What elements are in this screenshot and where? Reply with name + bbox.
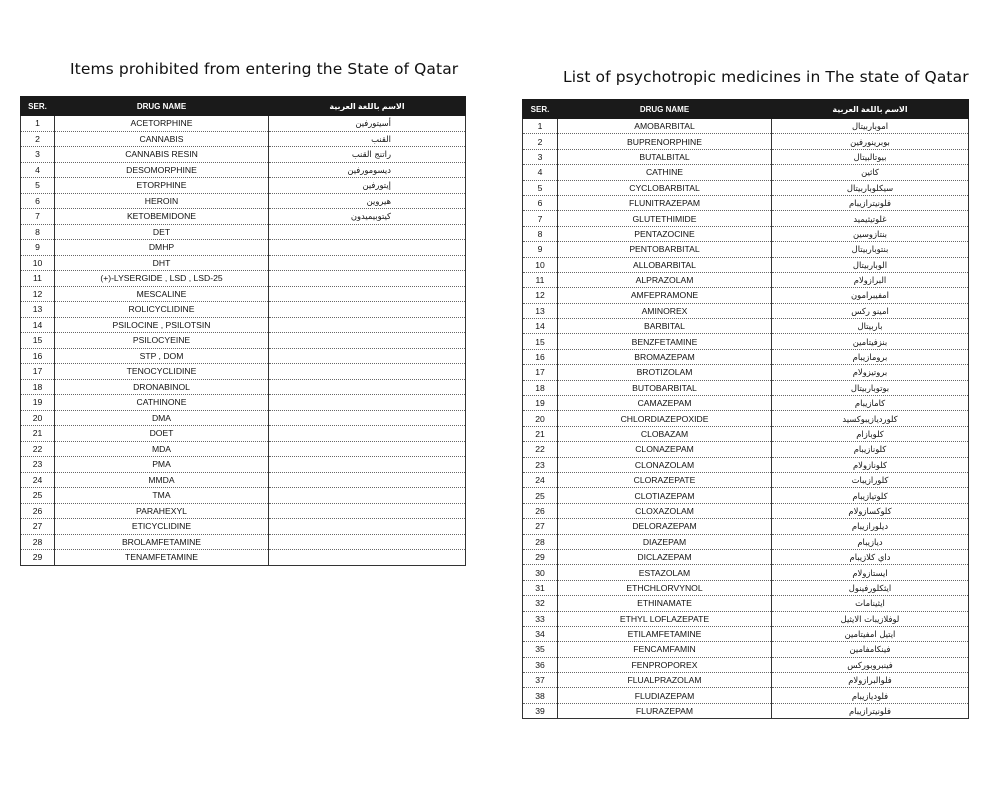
arabic-name-cell: كلوتيازيبام [772, 488, 969, 503]
table-row [21, 271, 466, 287]
drug-name-cell: FLURAZEPAM [558, 703, 772, 718]
arabic-name-cell: بنتوباربيتال [772, 242, 969, 257]
ser-cell: 28 [523, 534, 558, 549]
arabic-name-cell [269, 550, 466, 566]
drug-name-cell: PENTOBARBITAL [558, 242, 772, 257]
drug-name-cell: ACETORPHINE [55, 116, 269, 132]
table-row [523, 580, 969, 595]
table-row [523, 272, 969, 287]
arabic-name-cell: كلونازولام [772, 457, 969, 472]
drug-name-cell: TMA [55, 488, 269, 504]
ser-cell: 39 [523, 703, 558, 718]
drug-name-cell: DHT [55, 255, 269, 271]
table-row [523, 226, 969, 241]
ser-cell: 38 [523, 688, 558, 703]
ser-cell: 15 [523, 334, 558, 349]
table-row [21, 457, 466, 473]
arabic-name-cell: كلورازيبات [772, 472, 969, 487]
ser-cell: 27 [523, 519, 558, 534]
arabic-name-cell: هيروين [269, 193, 466, 209]
drug-name-cell: CLOBAZAM [558, 426, 772, 441]
table-row [523, 211, 969, 226]
arabic-name-cell: كلونازيبام [772, 442, 969, 457]
arabic-name-cell: امينو ركس [772, 303, 969, 318]
arabic-name-cell: فلونيترازيبام [772, 703, 969, 718]
arabic-name-cell: بنزفيتامين [772, 334, 969, 349]
ser-cell: 17 [21, 364, 55, 380]
ser-cell: 22 [21, 441, 55, 457]
drug-name-cell: FLUNITRAZEPAM [558, 195, 772, 210]
arabic-name-cell: بوتوباربيتال [772, 380, 969, 395]
arabic-name-cell: القنب [269, 131, 466, 147]
table-row [21, 441, 466, 457]
psychotropic-medicines-table [522, 99, 969, 719]
table-row [523, 334, 969, 349]
drug-name-cell: DET [55, 224, 269, 240]
ser-cell: 12 [523, 288, 558, 303]
arabic-name-cell: بنتازوسين [772, 226, 969, 241]
drug-name-cell: DMHP [55, 240, 269, 256]
table-row [21, 348, 466, 364]
arabic-name-cell: البرازولام [772, 272, 969, 287]
table-row [21, 131, 466, 147]
table-row [21, 116, 466, 132]
ser-cell: 23 [21, 457, 55, 473]
arabic-name-cell: ديلورازيبام [772, 519, 969, 534]
table-row [21, 286, 466, 302]
drug-name-cell: CLOXAZOLAM [558, 503, 772, 518]
drug-name-cell: TENOCYCLIDINE [55, 364, 269, 380]
ser-cell: 7 [21, 209, 55, 225]
table-row [523, 380, 969, 395]
table-row [21, 519, 466, 535]
ser-cell: 27 [21, 519, 55, 535]
drug-name-cell: AMOBARBITAL [558, 119, 772, 134]
table-row [523, 472, 969, 487]
drug-name-cell: GLUTETHIMIDE [558, 211, 772, 226]
arabic-name-cell: فلوديازيبام [772, 688, 969, 703]
ser-cell: 18 [21, 379, 55, 395]
arabic-name-cell: فلوالبرازولام [772, 673, 969, 688]
drug-name-cell: AMFEPRAMONE [558, 288, 772, 303]
ser-cell: 1 [523, 119, 558, 134]
ser-cell: 19 [21, 395, 55, 411]
drug-name-cell: ALPRAZOLAM [558, 272, 772, 287]
table-row [523, 534, 969, 549]
arabic-name-cell: فلونيترازيبام [772, 195, 969, 210]
arabic-name-cell: ديازيبام [772, 534, 969, 549]
ser-cell: 10 [523, 257, 558, 272]
arabic-name-cell: ايثينامات [772, 596, 969, 611]
ser-cell: 36 [523, 657, 558, 672]
ser-cell: 11 [523, 272, 558, 287]
ser-cell: 16 [523, 349, 558, 364]
table-row [523, 319, 969, 334]
ser-cell: 29 [21, 550, 55, 566]
drug-name-cell: HEROIN [55, 193, 269, 209]
table-row [523, 519, 969, 534]
arabic-name-cell [269, 488, 466, 504]
drug-name-cell: TENAMFETAMINE [55, 550, 269, 566]
ser-cell: 21 [21, 426, 55, 442]
drug-name-cell: AMINOREX [558, 303, 772, 318]
table-row [523, 180, 969, 195]
arabic-name-cell: غلوتيثيميد [772, 211, 969, 226]
table-row [523, 149, 969, 164]
drug-name-cell: MMDA [55, 472, 269, 488]
ser-cell: 34 [523, 626, 558, 641]
ser-cell: 20 [21, 410, 55, 426]
arabic-name-cell: بوبرينورفين [772, 134, 969, 149]
table-row [21, 503, 466, 519]
ser-cell: 16 [21, 348, 55, 364]
ser-cell: 35 [523, 642, 558, 657]
arabic-name-cell [269, 519, 466, 535]
drug-name-cell: FLUALPRAZOLAM [558, 673, 772, 688]
ser-cell: 25 [21, 488, 55, 504]
ser-cell: 9 [21, 240, 55, 256]
ser-cell: 1 [21, 116, 55, 132]
table-row [21, 147, 466, 163]
arabic-name-cell [269, 286, 466, 302]
header-drug-name: DRUG NAME [558, 100, 772, 119]
drug-name-cell: FENCAMFAMIN [558, 642, 772, 657]
arabic-name-cell [269, 426, 466, 442]
drug-name-cell: CAMAZEPAM [558, 396, 772, 411]
drug-name-cell: BUTALBITAL [558, 149, 772, 164]
drug-name-cell: BROLAMFETAMINE [55, 534, 269, 550]
ser-cell: 24 [523, 472, 558, 487]
table-row [523, 426, 969, 441]
ser-cell: 5 [21, 178, 55, 194]
ser-cell: 20 [523, 411, 558, 426]
arabic-name-cell: إيتورفين [269, 178, 466, 194]
table-row [523, 488, 969, 503]
ser-cell: 31 [523, 580, 558, 595]
table-row [523, 503, 969, 518]
ser-cell: 37 [523, 673, 558, 688]
ser-cell: 25 [523, 488, 558, 503]
ser-cell: 22 [523, 442, 558, 457]
arabic-name-cell [269, 364, 466, 380]
table-row [523, 349, 969, 364]
drug-name-cell: ETILAMFETAMINE [558, 626, 772, 641]
table-row [21, 240, 466, 256]
arabic-name-cell: ايستازولام [772, 565, 969, 580]
arabic-name-cell: اموباربيتال [772, 119, 969, 134]
table-row [523, 442, 969, 457]
drug-name-cell: BUTOBARBITAL [558, 380, 772, 395]
table-row [21, 379, 466, 395]
ser-cell: 17 [523, 365, 558, 380]
drug-name-cell: DOET [55, 426, 269, 442]
table-row [523, 673, 969, 688]
arabic-name-cell: امفيبرامون [772, 288, 969, 303]
table-row [21, 178, 466, 194]
table-row [523, 549, 969, 564]
ser-cell: 8 [523, 226, 558, 241]
table-row [21, 472, 466, 488]
drug-name-cell: BUPRENORPHINE [558, 134, 772, 149]
table-row [523, 565, 969, 580]
ser-cell: 10 [21, 255, 55, 271]
drug-name-cell: ROLICYCLIDINE [55, 302, 269, 318]
table-row [21, 488, 466, 504]
arabic-name-cell: فينبروبوركس [772, 657, 969, 672]
table-row [523, 134, 969, 149]
drug-name-cell: CHLORDIAZEPOXIDE [558, 411, 772, 426]
drug-name-cell: DICLAZEPAM [558, 549, 772, 564]
arabic-name-cell: ديسومورفين [269, 162, 466, 178]
arabic-name-cell [269, 441, 466, 457]
psychotropic-medicines-title: List of psychotropic medicines in The state of Qatar [563, 68, 969, 86]
drug-name-cell: MESCALINE [55, 286, 269, 302]
table-row [523, 596, 969, 611]
ser-cell: 2 [523, 134, 558, 149]
ser-cell: 14 [21, 317, 55, 333]
drug-name-cell: CLONAZOLAM [558, 457, 772, 472]
arabic-name-cell [269, 255, 466, 271]
drug-name-cell: CLORAZEPATE [558, 472, 772, 487]
ser-cell: 13 [523, 303, 558, 318]
arabic-name-cell: بيوتالبيتال [772, 149, 969, 164]
arabic-name-cell: راتنج القنب [269, 147, 466, 163]
ser-cell: 4 [21, 162, 55, 178]
arabic-name-cell [269, 224, 466, 240]
ser-cell: 32 [523, 596, 558, 611]
drug-name-cell: CANNABIS RESIN [55, 147, 269, 163]
table-row [523, 303, 969, 318]
header-arabic-name: الاسم باللغة العربية [772, 100, 969, 119]
arabic-name-cell: فينكامفامين [772, 642, 969, 657]
table-row [523, 457, 969, 472]
ser-cell: 24 [21, 472, 55, 488]
arabic-name-cell [269, 379, 466, 395]
arabic-name-cell: كلورديازيبوكسيد [772, 411, 969, 426]
table-row [21, 209, 466, 225]
table-row [21, 410, 466, 426]
drug-name-cell: KETOBEMIDONE [55, 209, 269, 225]
arabic-name-cell [269, 348, 466, 364]
drug-name-cell: MDA [55, 441, 269, 457]
table-row [21, 426, 466, 442]
arabic-name-cell [269, 472, 466, 488]
table-row [21, 364, 466, 380]
arabic-name-cell: كاثين [772, 165, 969, 180]
table-header-row [523, 100, 969, 119]
table-row [523, 165, 969, 180]
drug-name-cell: PSILOCYEINE [55, 333, 269, 349]
arabic-name-cell: سيكلوباربيتال [772, 180, 969, 195]
table-row [21, 255, 466, 271]
table-row [21, 193, 466, 209]
header-ser: SER. [523, 100, 558, 119]
drug-name-cell: ETICYCLIDINE [55, 519, 269, 535]
table-row [523, 611, 969, 626]
arabic-name-cell: ايثكلورفينول [772, 580, 969, 595]
header-arabic-name: الاسم باللغة العربية [269, 97, 466, 116]
arabic-name-cell [269, 333, 466, 349]
ser-cell: 30 [523, 565, 558, 580]
drug-name-cell: DELORAZEPAM [558, 519, 772, 534]
drug-name-cell: ETHINAMATE [558, 596, 772, 611]
ser-cell: 3 [21, 147, 55, 163]
drug-name-cell: CLOTIAZEPAM [558, 488, 772, 503]
table-row [523, 195, 969, 210]
table-row [21, 395, 466, 411]
drug-name-cell: CLONAZEPAM [558, 442, 772, 457]
drug-name-cell: CANNABIS [55, 131, 269, 147]
ser-cell: 26 [21, 503, 55, 519]
drug-name-cell: (+)-LYSERGIDE , LSD , LSD-25 [55, 271, 269, 287]
table-row [21, 224, 466, 240]
drug-name-cell: DMA [55, 410, 269, 426]
drug-name-cell: DESOMORPHINE [55, 162, 269, 178]
table-row [523, 257, 969, 272]
ser-cell: 7 [523, 211, 558, 226]
drug-name-cell: DRONABINOL [55, 379, 269, 395]
drug-name-cell: BROTIZOLAM [558, 365, 772, 380]
ser-cell: 6 [21, 193, 55, 209]
arabic-name-cell: باربيتال [772, 319, 969, 334]
drug-name-cell: CATHINONE [55, 395, 269, 411]
arabic-name-cell: كلوبازام [772, 426, 969, 441]
ser-cell: 11 [21, 271, 55, 287]
arabic-name-cell: برومازيبام [772, 349, 969, 364]
ser-cell: 33 [523, 611, 558, 626]
drug-name-cell: FENPROPOREX [558, 657, 772, 672]
drug-name-cell: DIAZEPAM [558, 534, 772, 549]
ser-cell: 23 [523, 457, 558, 472]
prohibited-items-title: Items prohibited from entering the State of Qatar [70, 60, 459, 78]
table-row [21, 317, 466, 333]
table-row [21, 302, 466, 318]
table-row [523, 642, 969, 657]
ser-cell: 26 [523, 503, 558, 518]
ser-cell: 3 [523, 149, 558, 164]
drug-name-cell: ETHCHLORVYNOL [558, 580, 772, 595]
drug-name-cell: STP , DOM [55, 348, 269, 364]
arabic-name-cell [269, 302, 466, 318]
arabic-name-cell [269, 534, 466, 550]
ser-cell: 12 [21, 286, 55, 302]
drug-name-cell: ETHYL LOFLAZEPATE [558, 611, 772, 626]
ser-cell: 2 [21, 131, 55, 147]
drug-name-cell: ALLOBARBITAL [558, 257, 772, 272]
arabic-name-cell [269, 317, 466, 333]
table-row [21, 162, 466, 178]
ser-cell: 15 [21, 333, 55, 349]
arabic-name-cell [269, 457, 466, 473]
ser-cell: 19 [523, 396, 558, 411]
arabic-name-cell [269, 240, 466, 256]
arabic-name-cell: كامازيبام [772, 396, 969, 411]
drug-name-cell: CYCLOBARBITAL [558, 180, 772, 195]
drug-name-cell: BENZFETAMINE [558, 334, 772, 349]
ser-cell: 5 [523, 180, 558, 195]
table-row [523, 688, 969, 703]
ser-cell: 8 [21, 224, 55, 240]
arabic-name-cell [269, 503, 466, 519]
table-row [523, 703, 969, 718]
arabic-name-cell: لوفلازيبات الايثيل [772, 611, 969, 626]
table-row [523, 242, 969, 257]
drug-name-cell: CATHINE [558, 165, 772, 180]
ser-cell: 28 [21, 534, 55, 550]
table-row [21, 550, 466, 566]
table-row [523, 396, 969, 411]
drug-name-cell: PARAHEXYL [55, 503, 269, 519]
prohibited-items-table [20, 96, 466, 566]
ser-cell: 18 [523, 380, 558, 395]
arabic-name-cell: الوباربيتال [772, 257, 969, 272]
table-row [21, 534, 466, 550]
arabic-name-cell [269, 271, 466, 287]
ser-cell: 13 [21, 302, 55, 318]
ser-cell: 14 [523, 319, 558, 334]
arabic-name-cell: كلوكسازولام [772, 503, 969, 518]
ser-cell: 21 [523, 426, 558, 441]
arabic-name-cell: داي كلازيبام [772, 549, 969, 564]
arabic-name-cell: بروتيزولام [772, 365, 969, 380]
drug-name-cell: PSILOCINE , PSILOTSIN [55, 317, 269, 333]
table-row [523, 626, 969, 641]
ser-cell: 4 [523, 165, 558, 180]
header-ser: SER. [21, 97, 55, 116]
ser-cell: 6 [523, 195, 558, 210]
table-row [523, 411, 969, 426]
drug-name-cell: BROMAZEPAM [558, 349, 772, 364]
drug-name-cell: PENTAZOCINE [558, 226, 772, 241]
drug-name-cell: PMA [55, 457, 269, 473]
arabic-name-cell [269, 410, 466, 426]
drug-name-cell: FLUDIAZEPAM [558, 688, 772, 703]
drug-name-cell: ETORPHINE [55, 178, 269, 194]
ser-cell: 9 [523, 242, 558, 257]
table-row [523, 365, 969, 380]
drug-name-cell: BARBITAL [558, 319, 772, 334]
table-row [523, 288, 969, 303]
table-row [21, 333, 466, 349]
arabic-name-cell: كيتوبيميدون [269, 209, 466, 225]
table-row [523, 119, 969, 134]
arabic-name-cell: ايتيل امفيتامين [772, 626, 969, 641]
arabic-name-cell [269, 395, 466, 411]
header-drug-name: DRUG NAME [55, 97, 269, 116]
ser-cell: 29 [523, 549, 558, 564]
drug-name-cell: ESTAZOLAM [558, 565, 772, 580]
table-header-row [21, 97, 466, 116]
table-row [523, 657, 969, 672]
arabic-name-cell: أسيتورفين [269, 116, 466, 132]
